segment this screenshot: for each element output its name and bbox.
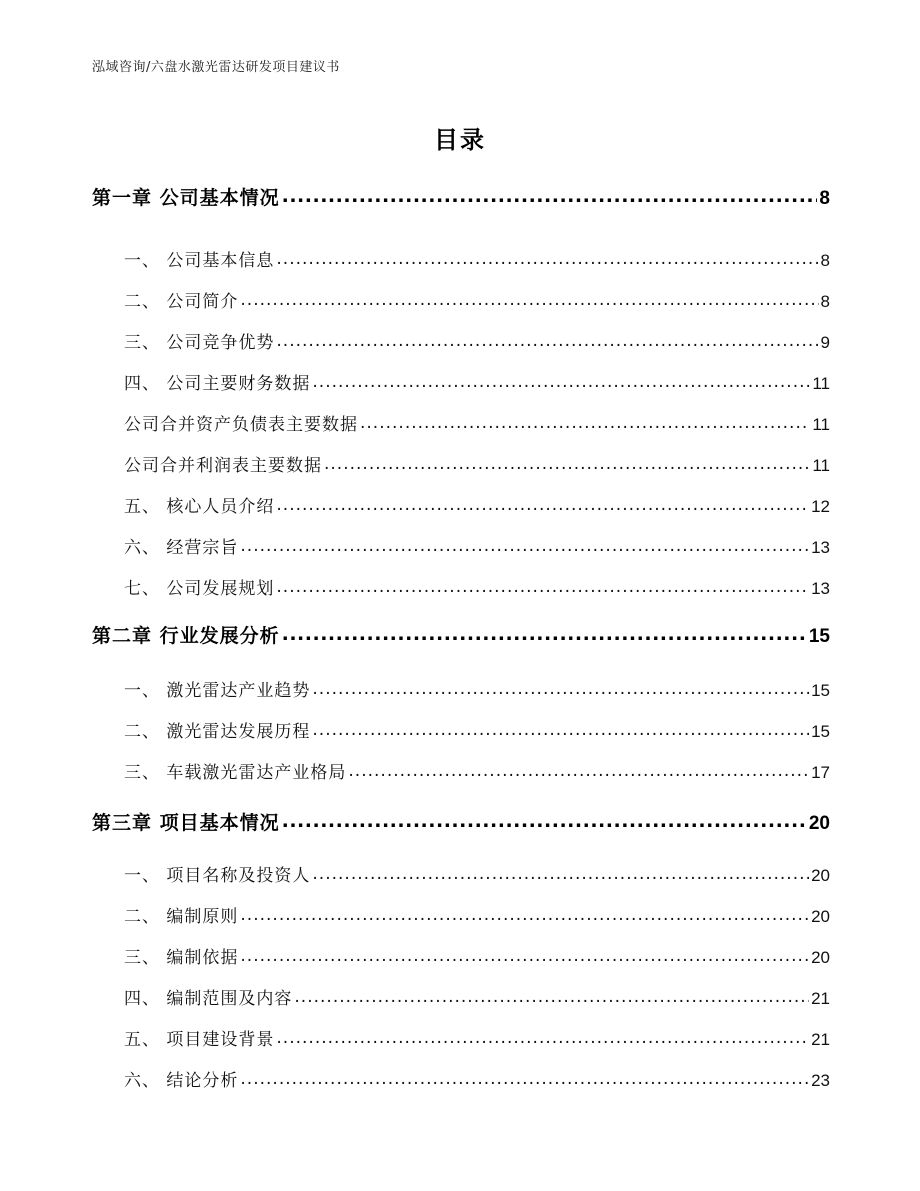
toc-entry-label: 三、 编制依据 <box>124 948 239 968</box>
toc-leader-dots <box>240 290 818 310</box>
toc-leader-dots <box>276 495 809 515</box>
toc-entry-section[interactable] <box>92 984 830 1010</box>
toc-entry-section[interactable] <box>92 369 830 395</box>
toc-title: 目录 <box>434 126 486 154</box>
toc-leader-dots <box>312 679 809 699</box>
toc-leader-dots <box>282 185 818 207</box>
toc-entry-page: 11 <box>812 456 830 475</box>
toc-entry-section[interactable] <box>92 676 830 702</box>
toc-entry-section[interactable] <box>92 492 830 518</box>
toc-entry-page: 20 <box>811 907 830 926</box>
toc-entry-page: 21 <box>811 1030 830 1049</box>
toc-entry-label: 一、 激光雷达产业趋势 <box>124 681 311 701</box>
toc-entry-label: 一、 公司基本信息 <box>124 251 275 271</box>
toc-leader-dots <box>276 1028 809 1048</box>
toc-leader-dots <box>348 761 809 781</box>
toc-entry-page: 8 <box>819 188 830 209</box>
toc-entry-label: 五、 项目建设背景 <box>124 1030 275 1050</box>
toc-entry-page: 8 <box>820 292 830 311</box>
toc-entry-label: 二、 编制原则 <box>124 907 239 927</box>
toc-entry-label: 一、 项目名称及投资人 <box>124 866 311 886</box>
toc-entry-label: 七、 公司发展规划 <box>124 579 275 599</box>
toc-entry-section[interactable] <box>92 574 830 600</box>
toc-entry-page: 20 <box>808 813 830 834</box>
toc-entry-page: 15 <box>808 626 830 647</box>
toc-leader-dots <box>312 720 809 740</box>
toc-entry-section[interactable] <box>92 758 830 784</box>
toc-entry-label: 第二章 行业发展分析 <box>92 625 280 647</box>
toc-leader-dots <box>312 372 810 392</box>
toc-entry-page: 17 <box>811 763 830 782</box>
toc-entry-section[interactable] <box>92 246 830 272</box>
toc-entry-label: 三、 公司竞争优势 <box>124 333 275 353</box>
toc-entry-chapter[interactable] <box>92 621 830 649</box>
toc-entry-page: 9 <box>820 333 830 352</box>
toc-leader-dots <box>276 577 809 597</box>
toc-leader-dots <box>282 623 807 645</box>
toc-entry-page: 13 <box>811 579 830 598</box>
toc-entry-label: 六、 经营宗旨 <box>124 538 239 558</box>
toc-entry-page: 8 <box>820 251 830 270</box>
toc-entry-section[interactable] <box>92 1066 830 1092</box>
toc-leader-dots <box>312 864 809 884</box>
toc-entry-chapter[interactable] <box>92 808 830 836</box>
toc-leader-dots <box>240 536 809 556</box>
toc-entry-section[interactable] <box>92 1025 830 1051</box>
toc-entry-label: 四、 编制范围及内容 <box>124 989 293 1009</box>
toc-entry-label: 五、 核心人员介绍 <box>124 497 275 517</box>
toc-entry-section[interactable] <box>92 533 830 559</box>
toc-leader-dots <box>360 413 810 433</box>
toc-leader-dots <box>282 810 807 832</box>
toc-entry-page: 11 <box>812 374 830 393</box>
toc-entry-label: 四、 公司主要财务数据 <box>124 374 311 394</box>
toc-leader-dots <box>276 249 818 269</box>
toc-entry-section[interactable] <box>92 902 830 928</box>
toc-entry-label: 三、 车载激光雷达产业格局 <box>124 763 347 783</box>
toc-entry-label: 公司合并利润表主要数据 <box>124 456 322 476</box>
toc-leader-dots <box>294 987 809 1007</box>
toc-leader-dots <box>324 454 810 474</box>
toc-entry-label: 二、 公司简介 <box>124 292 239 312</box>
toc-leader-dots <box>240 905 809 925</box>
toc-entry-section[interactable] <box>92 287 830 313</box>
toc-entry-page: 21 <box>811 989 830 1008</box>
toc-leader-dots <box>276 331 818 351</box>
toc-entry-label: 二、 激光雷达发展历程 <box>124 722 311 742</box>
toc-entry-label: 六、 结论分析 <box>124 1071 239 1091</box>
toc-entry-section[interactable] <box>92 717 830 743</box>
toc-leader-dots <box>240 946 809 966</box>
toc-entry-page: 13 <box>811 538 830 557</box>
toc-entry-chapter[interactable] <box>92 183 830 211</box>
toc-entry-page: 20 <box>811 866 830 885</box>
toc-entry-page: 20 <box>811 948 830 967</box>
header-rule <box>90 80 830 81</box>
toc-leader-dots <box>240 1069 809 1089</box>
toc-entry-label: 第三章 项目基本情况 <box>92 812 280 834</box>
toc-entry-section[interactable] <box>92 861 830 887</box>
toc-entry-page: 11 <box>812 415 830 434</box>
toc-entry-page: 23 <box>811 1071 830 1090</box>
toc-entry-page: 12 <box>811 497 830 516</box>
toc-entry-section[interactable] <box>92 451 830 477</box>
running-header: 泓域咨询/六盘水激光雷达研发项目建议书 <box>92 60 340 75</box>
toc-entry-section[interactable] <box>92 943 830 969</box>
toc-entry-section[interactable] <box>92 410 830 436</box>
toc-entry-page: 15 <box>811 722 830 741</box>
toc-entry-label: 第一章 公司基本情况 <box>92 187 280 209</box>
toc-entry-page: 15 <box>811 681 830 700</box>
toc-entry-label: 公司合并资产负债表主要数据 <box>124 415 358 435</box>
toc-entry-section[interactable] <box>92 328 830 354</box>
